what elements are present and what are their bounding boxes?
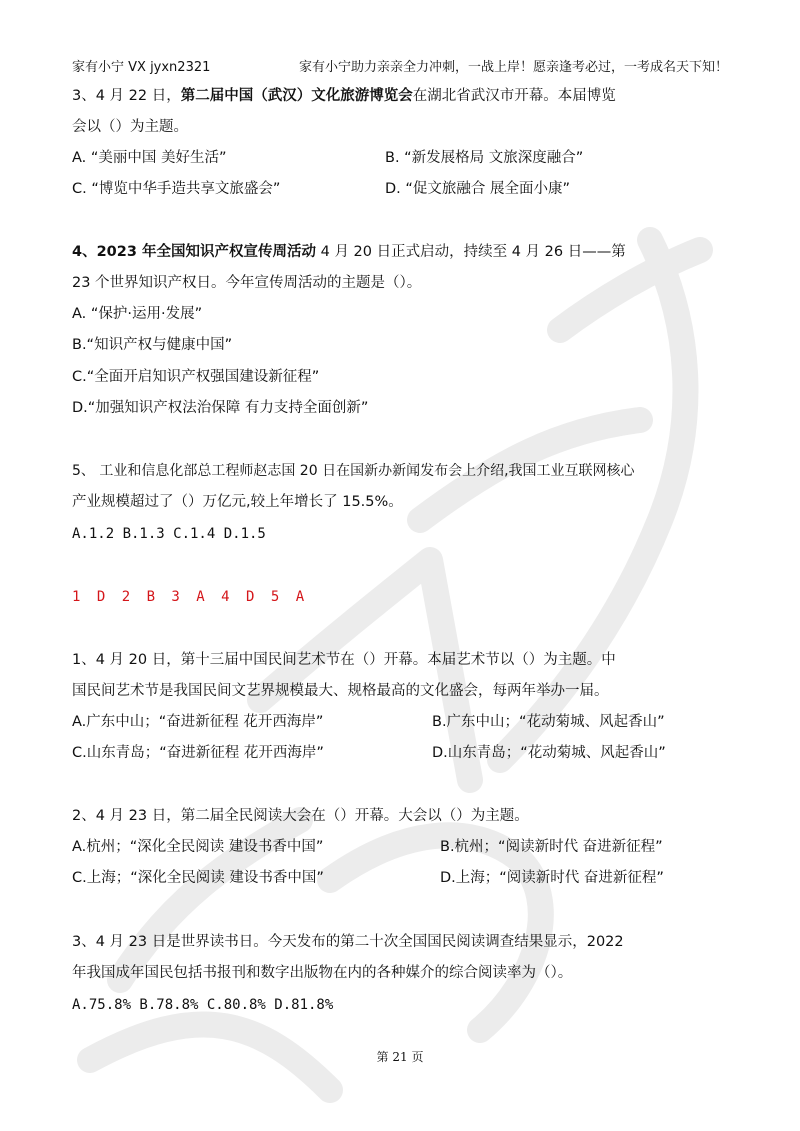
question-1b-option-a: A.广东中山；“奋进新征程 花开西海岸” [72, 714, 324, 730]
question-3b-options: A.75.8% B.78.8% C.80.8% D.81.8% [72, 997, 334, 1013]
question-4a-option-c: C.“全面开启知识产权强国建设新征程” [72, 369, 320, 385]
question-3a-option-a: A. “美丽中国 美好生活” [72, 150, 227, 166]
question-3a-option-d: D. “促文旅融合 展全面小康” [385, 181, 571, 197]
question-3a-rest: 在湖北省武汉市开幕。本届博览 [412, 88, 616, 104]
header-right-text: 家有小宁助力亲亲全力冲刺，一战上岸！愿亲逢考必过，一考成名天下知！ [298, 60, 728, 75]
question-3a-option-c: C. “博览中华手造共享文旅盛会” [72, 181, 281, 197]
question-3b-line1: 3、4 月 23 日是世界读书日。今天发布的第二十次全国国民阅读调查结果显示，2022 [72, 934, 624, 950]
question-4a-rest: 4 月 20 日正式启动，持续至 4 月 26 日——第 [316, 244, 626, 260]
question-3a-bold-text: 第二届中国（武汉）文化旅游博览会 [180, 88, 413, 104]
page-number: 第 21 页 [376, 1050, 424, 1064]
question-1b-option-b: B.广东中山；“花动菊城、风起香山” [432, 714, 665, 730]
question-2b-option-d: D.上海；“阅读新时代 奋进新征程” [440, 870, 664, 886]
question-3a-line2: 会以（）为主题。 [72, 119, 188, 135]
question-2b-option-b: B.杭州；“阅读新时代 奋进新征程” [440, 839, 663, 855]
answer-key: 1 D 2 B 3 A 4 D 5 A [72, 589, 309, 605]
question-3b-line2: 年我国成年国民包括书报刊和数字出版物在内的各种媒介的综合阅读率为（）。 [72, 965, 573, 981]
question-5a-options: A.1.2 B.1.3 C.1.4 D.1.5 [72, 526, 266, 542]
question-1b-option-d: D.山东青岛；“花动菊城、风起香山” [432, 745, 666, 761]
question-3a-line1 [72, 86, 616, 106]
question-4a-option-d: D.“加强知识产权法治保障 有力支持全面创新” [72, 400, 369, 416]
page-header [72, 56, 728, 78]
question-5a-line2: 产业规模超过了（）万亿元,较上年增长了 15.5%。 [72, 494, 403, 510]
question-3a-option-b: B. “新发展格局 文旅深度融合” [385, 150, 584, 166]
question-4a-bold-text: 4、2023 年全国知识产权宣传周活动 [72, 244, 316, 260]
question-3a-number: 3、4 月 22 日， [72, 88, 181, 104]
header-left-text: 家有小宁 VX jyxn2321 [72, 60, 211, 75]
question-2b-option-c: C.上海；“深化全民阅读 建设书香中国” [72, 870, 324, 886]
question-5a-line1: 5、 工业和信息化部总工程师赵志国 20 日在国新办新闻发布会上介绍,我国工业互联网核心 [72, 463, 635, 479]
question-4a-option-a: A. “保护·运用·发展” [72, 306, 203, 322]
question-2b-line1: 2、4 月 23 日，第二届全民阅读大会在（）开幕。大会以（）为主题。 [72, 808, 529, 824]
question-4a-line1 [72, 242, 626, 262]
question-2b-option-a: A.杭州；“深化全民阅读 建设书香中国” [72, 839, 324, 855]
question-4a-option-b: B.“知识产权与健康中国” [72, 337, 233, 353]
question-1b-option-c: C.山东青岛；“奋进新征程 花开西海岸” [72, 745, 324, 761]
question-1b-line2: 国民间艺术节是我国民间文艺界规模最大、规格最高的文化盛会，每两年举办一届。 [72, 683, 609, 699]
question-1b-line1: 1、4 月 20 日，第十三届中国民间艺术节在（）开幕。本届艺术节以（）为主题。中 [72, 652, 616, 668]
question-4a-line2: 23 个世界知识产权日。今年宣传周活动的主题是（）。 [72, 275, 422, 291]
